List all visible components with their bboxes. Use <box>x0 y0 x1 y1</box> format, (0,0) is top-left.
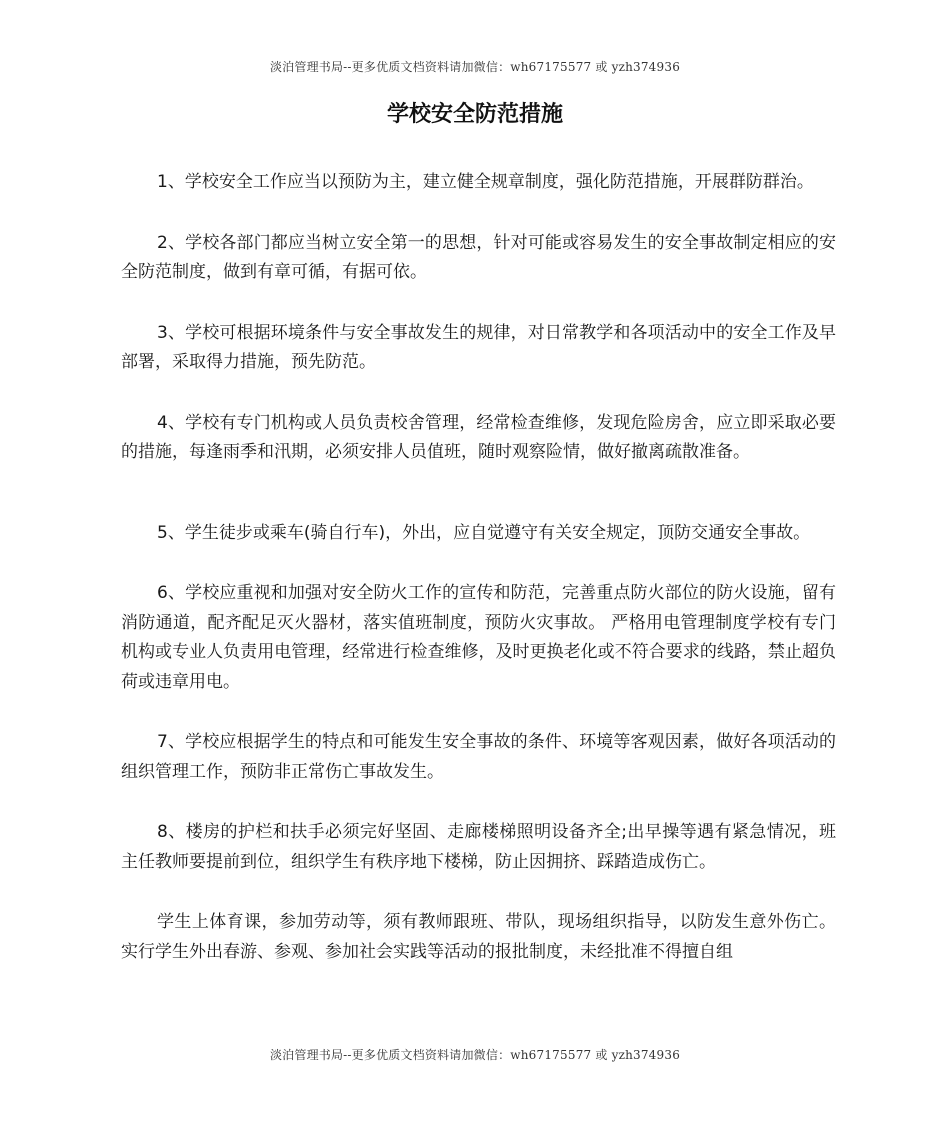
document-title: 学校安全防范措施 <box>386 102 563 127</box>
paragraph-7: 7、学校应根据学生的特点和可能发生安全事故的条件、环境等客观因素，做好各项活动的组织管理工作，预防非正常伤亡事故发生。 <box>121 732 836 782</box>
page-header: 淡泊管理书局--更多优质文档资料请加微信：wh67175577 或 yzh374936 <box>269 60 681 74</box>
paragraph-2: 2、学校各部门都应当树立安全第一的思想，针对可能或容易发生的安全事故制定相应的安全防范制度，做到有章可循，有据可依。 <box>121 232 836 282</box>
paragraph-6: 6、学校应重视和加强对安全防火工作的宣传和防范，完善重点防火部位的防火设施，留有消防通道，配齐配足灭火器材，落实值班制度，预防火灾事故。 严格用电管理制度学校有专门机构或专业人负责用电管理，经常进行检查维修，及时更换老化或不符合要求的线路，禁止超负荷或违章用电。 <box>121 583 836 692</box>
paragraph-4: 4、学校有专门机构或人员负责校舍管理，经常检查维修，发现危险房舍，应立即采取必要的措施，每逢雨季和汛期，必须安排人员值班，随时观察险情，做好撤离疏散准备。 <box>121 412 836 462</box>
paragraph-5: 5、学生徒步或乘车(骑自行车)，外出，应自觉遵守有关安全规定，顶防交通安全事故。 <box>157 522 811 543</box>
paragraph-9: 学生上体育课，参加劳动等，须有教师跟班、带队，现场组织指导，以防发生意外伤亡。 实行学生外出春游、参观、参加社会实践等活动的报批制度，未经批准不得擅自组 <box>121 912 836 962</box>
paragraph-8: 8、楼房的护栏和扶手必须完好坚固、走廊楼梯照明设备齐全;出早操等遇有紧急情况，班主任教师要提前到位，组织学生有秩序地下楼梯，防止因拥挤、踩踏造成伤亡。 <box>121 822 836 872</box>
page-footer: 淡泊管理书局--更多优质文档资料请加微信：wh67175577 或 yzh374936 <box>269 1048 681 1062</box>
paragraph-1: 1、学校安全工作应当以预防为主，建立健全规章制度，强化防范措施，开展群防群治。 <box>157 172 814 192</box>
paragraph-3: 3、学校可根据环境条件与安全事故发生的规律，对日常教学和各项活动中的安全工作及早部署，采取得力措施，预先防范。 <box>121 322 836 372</box>
document-body <box>121 168 836 967</box>
